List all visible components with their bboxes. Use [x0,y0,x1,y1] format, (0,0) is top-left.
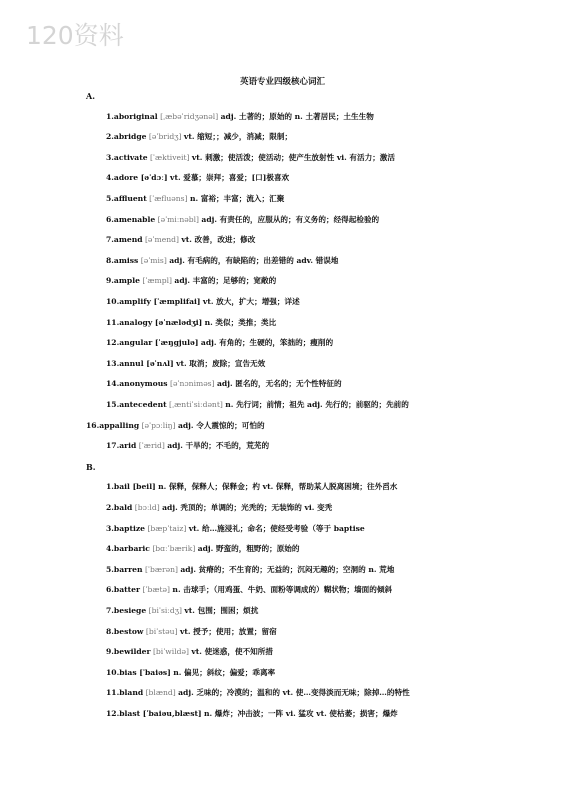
vocab-entry [106,379,342,389]
headword: 2.abridge [106,132,147,142]
phonetic: [ˈæktiveit] [149,152,190,162]
phonetic: [ˈæfluəns] [149,194,188,203]
vocab-entry [106,215,379,225]
definition: vt. 包围；围困；烦扰 [184,606,259,615]
section-heading: B. [86,461,96,472]
headword: 4.adore [əˈdɔː] [106,173,168,183]
vocab-entry [106,359,265,369]
headword: 12.blast [ˈbaiəu,blæst] [106,709,202,718]
headword: 1.aboriginal [106,111,158,121]
definition: n. 类似；类推；类比 [204,317,277,327]
headword: 2.bald [106,503,133,512]
definition: vt. 授予；使用；放置；留宿 [179,626,277,636]
definition: adj. 野蛮的，粗野的；原始的 [197,544,300,554]
definition: adj. 干旱的；不毛的，荒芜的 [167,441,270,451]
phonetic: [ˈbærən] [144,564,178,574]
vocab-entry [106,112,374,122]
phonetic: [əˈbridʒ] [148,132,182,142]
phonetic: [bæpˈtaiz] [147,523,187,533]
headword: 13.annul [əˈnʌl] [106,358,174,368]
definition: adj. 令人震惊的；可怕的 [177,420,265,430]
headword: 8.amiss [106,255,139,265]
vocab-entry [106,194,284,204]
watermark: 120资料 [26,21,124,50]
vocab-entry [106,524,365,534]
definition: adj. 匿名的，无名的；无个性特征的 [216,379,342,389]
headword: 1.bail [beil] [106,482,156,492]
definition: adj. 土著的；原始的 n. 土著居民；土生生物 [220,111,374,121]
headword: 6.amenable [106,214,156,224]
headword: 6.batter [106,585,141,595]
definition: vt. 给…施浸礼；命名；使经受考验（等于 baptise [188,523,365,533]
headword: 3.baptize [106,523,146,533]
vocab-entry [106,544,300,554]
phonetic: [ˌæntiˈsiːdənt] [169,400,223,409]
definition: n. 保释，保释人；保释金；杓 vt. 保释，帮助某人脱离困境；往外舀水 [158,482,398,492]
vocab-entry [106,709,398,719]
vocab-entry [106,318,276,328]
page-title: 英语专业四级核心词汇 [239,77,325,87]
headword: 4.barbaric [106,544,150,554]
vocab-entry [106,400,409,410]
phonetic: [bɑːˈbærik] [152,544,196,554]
definition: vt. 放大，扩大；增强；详述 [202,297,300,306]
section-heading: A. [86,91,95,101]
phonetic: [biˈwildə] [152,647,189,657]
phonetic: [blænd] [145,688,176,698]
phonetic: [biˈstəu] [145,626,178,636]
phonetic: [biˈsiːdʒ] [148,606,182,615]
definition: adj. 丰富的；足够的；宽敞的 [174,276,277,286]
phonetic: [ˈærid] [138,441,165,451]
vocab-entry [106,338,333,348]
headword: 10.amplify [ˈæmplifai] [106,297,201,306]
vocab-entry [106,503,332,513]
headword: 8.bestow [106,626,144,636]
headword: 7.amend [106,235,143,245]
vocab-entry [106,668,275,678]
headword: 10.bias [ˈbaiəs] [106,667,171,677]
definition: n. 先行词；前情；祖先 adj. 先行的；前驱的；先前的 [225,400,409,409]
vocab-entry [106,627,277,637]
definition: vt. 缩短；；减少，消减；限制； [183,132,293,142]
definition: n. 富裕；丰富；流入；汇聚 [189,194,285,203]
phonetic: [əˈpɔːliŋ] [141,420,176,430]
headword: 17.arid [106,441,137,451]
definition: n. 偏见；斜纹；偏爱；乖离率 [173,667,276,677]
vocab-entry [106,565,394,575]
definition: vt. 刺激；使活泼；使活动；使产生放射性 vi. 有活力；激活 [191,152,395,162]
headword: 5.affluent [106,194,147,203]
vocab-entry [106,173,289,183]
definition: n. 爆炸；冲击波；一阵 vi. 猛攻 vt. 使枯萎；损害；爆炸 [204,709,398,718]
headword: 11.analogy [əˈnælədʒi] [106,317,203,327]
vocab-entry [106,235,255,245]
vocab-entry [106,276,276,286]
phonetic: [əˈnɔniməs] [169,379,215,389]
phonetic: [ˈbætə] [142,585,170,595]
vocab-entry [106,606,258,616]
definition: vt. 爱慕；崇拜；喜爱；[口]极喜欢 [170,173,290,183]
headword: 16.appalling [86,420,140,430]
definition: vt. 改善，改进；修改 [181,235,256,245]
definition: adj. 乏味的；冷漠的；温和的 vt. 使…变得淡而无味；除掉…的特性 [178,688,410,698]
headword: 9.ample [106,276,140,286]
headword: 5.barren [106,564,143,574]
phonetic: [əˈmis] [140,255,167,265]
phonetic: [əˈmend] [144,235,179,245]
definition: n. 击球手；（用鸡蛋、牛奶、面粉等调成的）糊状物；墙面的倾斜 [172,585,393,595]
headword: 12.angular [ˈæŋgjulə] [106,338,199,348]
headword: 3.activate [106,152,148,162]
vocab-entry [106,647,273,657]
definition: vt. 取消；废除；宣告无效 [176,358,266,368]
headword: 9.bewilder [106,647,151,657]
vocab-entry [86,421,265,431]
headword: 14.anonymous [106,379,168,389]
headword: 11.bland [106,688,144,698]
vocab-entry [106,297,300,307]
definition: adj. 贫瘠的；不生育的；无益的；沉闷无趣的；空洞的 n. 荒地 [180,564,395,574]
phonetic: [ˈæmpl] [142,276,172,286]
phonetic: [əˈmiːnəbl] [157,214,199,224]
definition: adj. 有角的；生硬的，笨拙的；瘦削的 [200,338,334,348]
vocab-entry [106,256,338,266]
phonetic: [ˌæbəˈridʒənəl] [160,111,219,121]
definition: adj. 有毛病的，有缺陷的；出差错的 adv. 错误地 [169,255,339,265]
definition: vt. 使迷惑，使不知所措 [191,647,273,657]
headword: 7.besiege [106,606,147,615]
definition: adj. 秃顶的；单调的；光秃的；无装饰的 vi. 变秃 [162,503,333,512]
vocab-entry [106,688,410,698]
definition: adj. 有责任的，应服从的；有义务的；经得起检验的 [201,214,380,224]
vocab-entry [106,482,397,492]
vocab-entry [106,585,392,595]
headword: 15.antecedent [106,400,167,409]
vocab-entry [106,153,395,163]
vocab-entry [106,132,292,142]
vocab-entry [106,441,269,451]
phonetic: [bɔːld] [134,503,160,512]
